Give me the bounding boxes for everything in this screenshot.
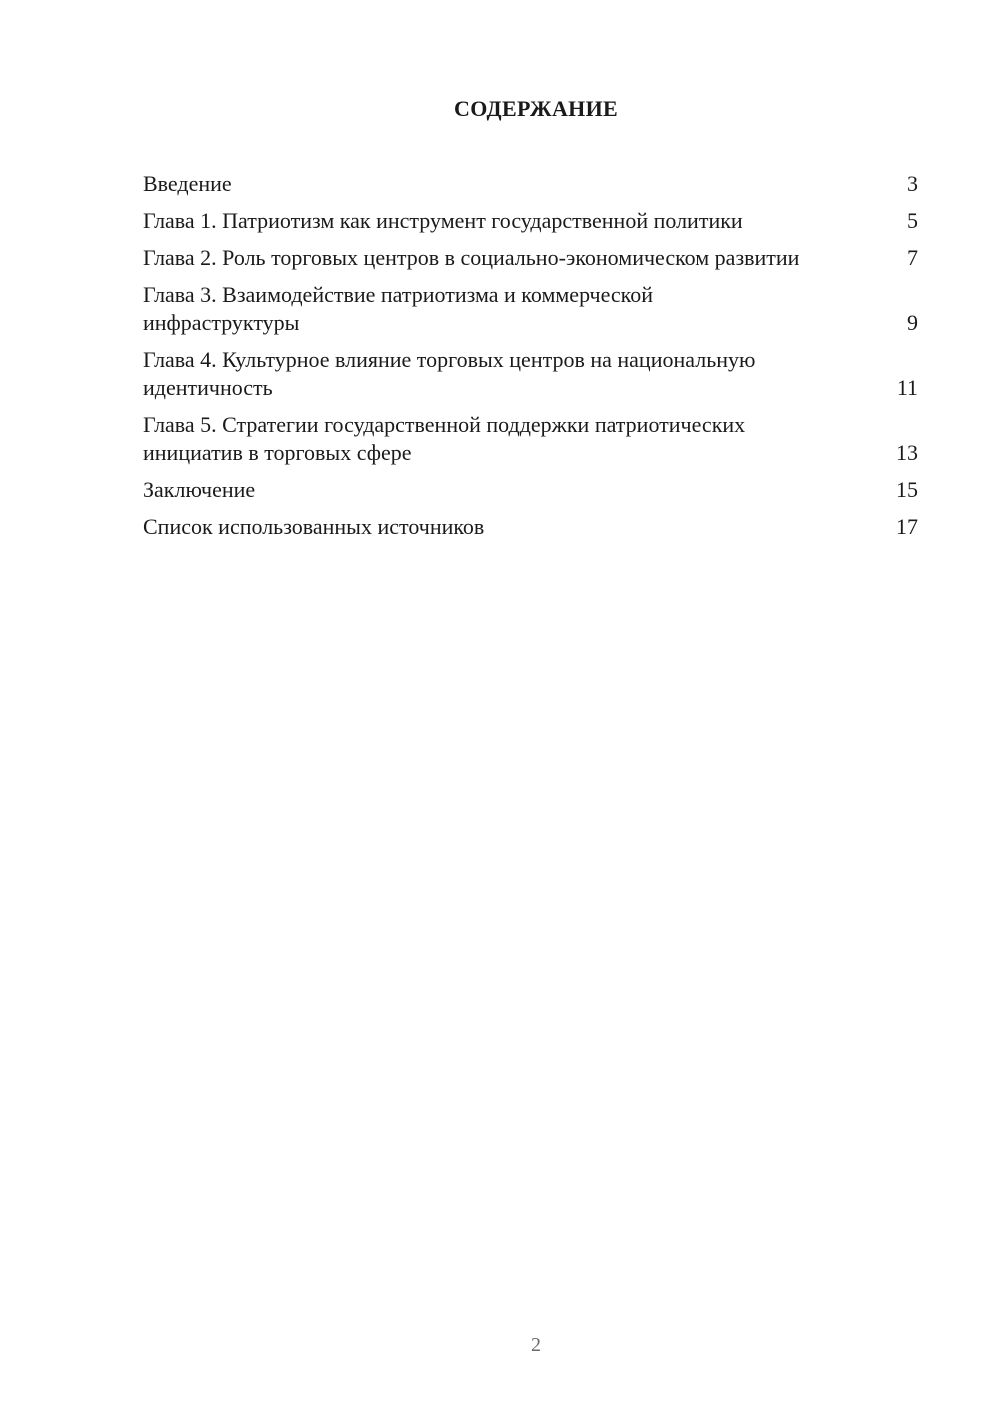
toc-entry-references[interactable]: [143, 513, 918, 541]
toc-entry-page: 5: [907, 208, 918, 233]
toc-entry-page: 3: [907, 171, 918, 196]
toc-entry-page: 7: [907, 245, 918, 270]
toc-entry-page: 15: [896, 477, 918, 502]
toc-entry-introduction[interactable]: [143, 170, 918, 198]
toc-entry-text: Глава 4. Культурное влияние торговых центров на национальную идентичность: [143, 347, 756, 400]
toc-entry-page: 13: [896, 440, 918, 465]
page-title: СОДЕРЖАНИЕ: [454, 96, 618, 121]
toc-entry-text: Заключение: [143, 477, 256, 502]
toc-entry-text: Список использованных источников: [143, 514, 485, 539]
toc-entry-text: Глава 5. Стратегии государственной поддержки патриотических инициатив в торговых сфере: [143, 412, 746, 465]
toc-entry-page: 9: [907, 310, 918, 335]
toc-entry-text: Введение: [143, 171, 232, 196]
toc-entry-chapter-2[interactable]: [143, 244, 918, 272]
page-number: 2: [531, 1334, 541, 1356]
toc-entry-chapter-3[interactable]: [143, 281, 918, 337]
toc-entry-chapter-1[interactable]: [143, 207, 918, 235]
toc-entry-chapter-4[interactable]: [143, 346, 918, 402]
toc-entry-chapter-5[interactable]: [143, 411, 918, 467]
toc-entry-conclusion[interactable]: [143, 476, 918, 504]
toc-entry-text: Глава 2. Роль торговых центров в социально-экономическом развитии: [143, 245, 800, 270]
toc-entry-page: 17: [896, 514, 918, 539]
toc-entry-page: 11: [896, 375, 918, 400]
toc-entry-text: Глава 1. Патриотизм как инструмент государственной политики: [143, 208, 743, 233]
table-of-contents: [143, 170, 918, 550]
toc-entry-text: Глава 3. Взаимодействие патриотизма и коммерческой инфраструктуры: [143, 282, 654, 335]
